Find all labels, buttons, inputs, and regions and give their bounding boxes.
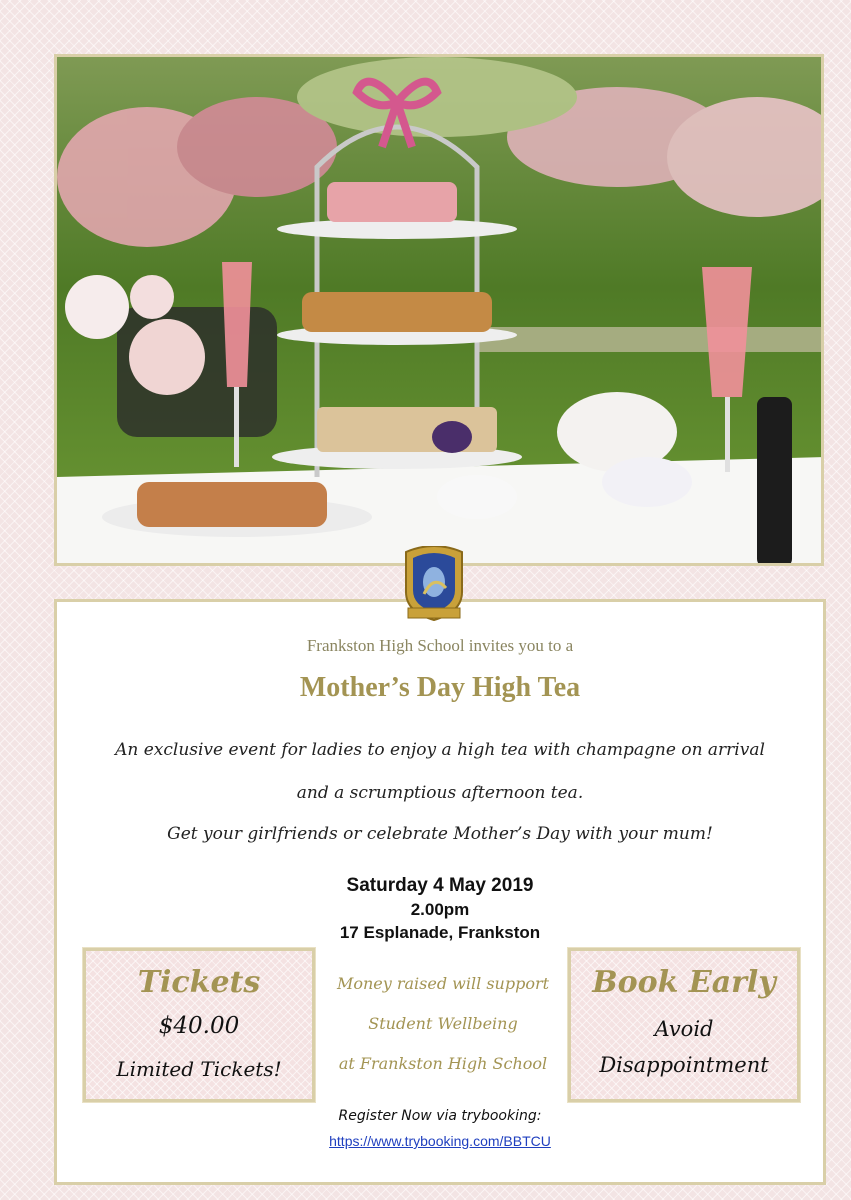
- fundraising-line-1: Money raised will support: [336, 974, 550, 993]
- event-time: 2.00pm: [410, 900, 470, 919]
- event-address: 17 Esplanade, Frankston: [339, 923, 541, 942]
- description-line-3: Get your girlfriends or celebrate Mother’s Day with your mum!: [167, 824, 713, 844]
- event-date: Saturday 4 May 2019: [346, 875, 534, 896]
- fundraising-line-2: Student Wellbeing: [368, 1014, 518, 1033]
- tickets-heading: Tickets: [137, 965, 261, 1000]
- book-early-line-2: Disappointment: [599, 1053, 769, 1077]
- register-text: Register Now via trybooking:: [338, 1108, 542, 1124]
- book-early-line-1: Avoid: [654, 1017, 714, 1041]
- trybooking-link[interactable]: https://www.trybooking.com/BBTCU: [329, 1133, 551, 1149]
- fundraising-line-3: at Frankston High School: [338, 1054, 548, 1073]
- description-line-2: and a scrumptious afternoon tea.: [296, 783, 584, 803]
- book-early-heading: Book Early: [592, 965, 776, 1000]
- invite-line: Frankston High School invites you to a: [306, 636, 574, 655]
- event-title: Mother’s Day High Tea: [299, 672, 581, 703]
- high-tea-illustration: [57, 57, 824, 566]
- tickets-box: [83, 948, 315, 1102]
- ticket-note: Limited Tickets!: [116, 1057, 282, 1081]
- book-early-box: [568, 948, 800, 1102]
- high-tea-photo: [54, 54, 824, 566]
- invitation-card: [54, 599, 826, 1185]
- description-line-1: An exclusive event for ladies to enjoy a high tea with champagne on arrival: [115, 740, 765, 760]
- ticket-price: $40.00: [158, 1013, 240, 1039]
- school-crest-logo: [402, 546, 466, 622]
